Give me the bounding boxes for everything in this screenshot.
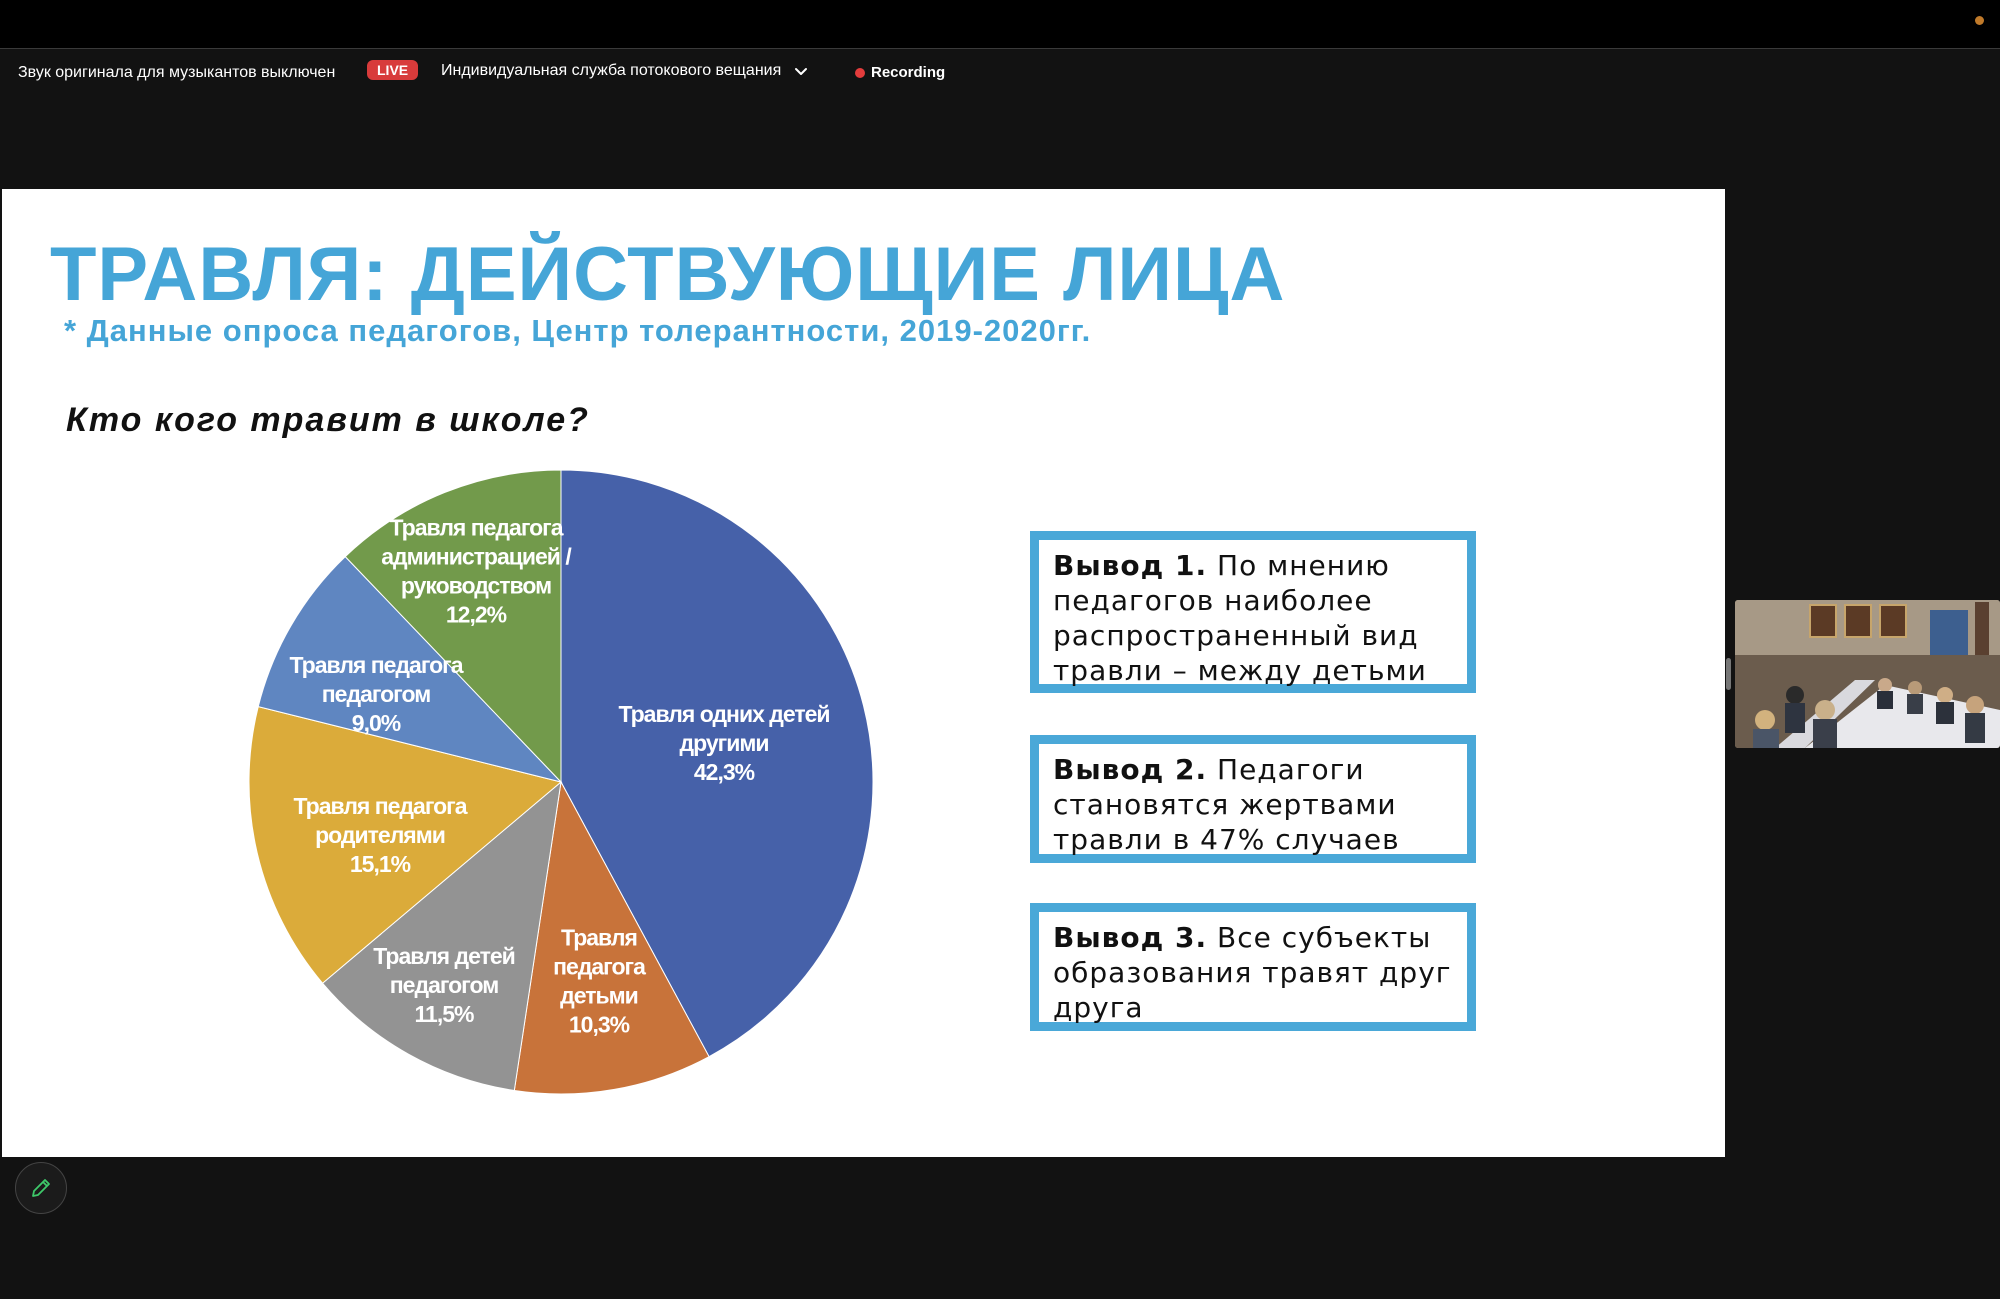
- video-frame-image: [1735, 600, 2000, 748]
- video-panel-drag-handle[interactable]: [1726, 658, 1731, 690]
- pie-slice-category: другими: [679, 730, 769, 756]
- conclusion-text: Все субъекты образования травят друг друга: [1053, 921, 1452, 1024]
- status-dot: [1975, 16, 1984, 25]
- pie-slice-category: педагогом: [321, 681, 431, 707]
- pencil-icon: [29, 1176, 53, 1200]
- conclusion-heading: Вывод 1.: [1053, 549, 1208, 582]
- shared-slide: [2, 189, 1725, 1157]
- pie-slice-category: Травля педагога: [289, 652, 463, 678]
- pie-slice-value: 42,3%: [693, 759, 755, 785]
- annotate-button[interactable]: [15, 1162, 67, 1214]
- stream-service-label: Индивидуальная служба потокового вещания: [441, 62, 782, 79]
- pie-slice-category: администрацией /: [381, 543, 571, 570]
- meeting-toolbar: [0, 49, 1000, 97]
- live-badge[interactable]: LIVE: [367, 60, 418, 80]
- conclusion-text: Педагоги становятся жертвами травли в 47% случаев: [1053, 753, 1400, 856]
- pie-slice-value: 12,2%: [445, 601, 507, 628]
- pie-slice-category: детьми: [560, 982, 638, 1009]
- recording-label: Recording: [871, 64, 946, 81]
- chevron-down-icon[interactable]: [793, 63, 809, 79]
- conclusion-heading: Вывод 2.: [1053, 753, 1208, 786]
- system-top-bar: [0, 0, 2000, 49]
- pie-slice-category: педагогом: [389, 972, 499, 998]
- original-sound-status[interactable]: Звук оригинала для музыкантов выключен: [18, 64, 336, 81]
- pie-slice-category: руководством: [400, 572, 552, 599]
- slide-subtitle: * Данные опроса педагогов, Центр толерантности, 2019-2020гг.: [64, 313, 1092, 348]
- pie-slice-category: Травля: [561, 924, 637, 951]
- recording-indicator[interactable]: [855, 64, 945, 81]
- pie-slice-value: 15,1%: [349, 851, 411, 877]
- pie-slice-category: родителями: [315, 822, 445, 848]
- pie-slice-category: Травля одних детей: [618, 701, 830, 727]
- pie-slice-value: 11,5%: [414, 1001, 474, 1027]
- stream-service-dropdown[interactable]: [441, 56, 809, 86]
- conclusion-box-1: [1030, 531, 1476, 693]
- conclusion-text: По мнению педагогов наиболее распространенный вид травли – между детьми: [1053, 549, 1427, 687]
- pie-slice-value: 9,0%: [351, 710, 401, 736]
- conclusion-heading: Вывод 3.: [1053, 921, 1208, 954]
- pie-slice-category: педагога: [553, 953, 645, 980]
- pie-slice-category: Травля педагога: [293, 793, 467, 819]
- pie-slice-value: 10,3%: [568, 1011, 630, 1038]
- participant-video-thumbnail[interactable]: [1735, 600, 2000, 748]
- slide-question: Кто кого травит в школе?: [66, 401, 590, 439]
- pie-slice-category: Травля детей: [373, 943, 515, 969]
- slide-title: ТРАВЛЯ: ДЕЙСТВУЮЩИЕ ЛИЦА: [50, 232, 1286, 317]
- conclusion-box-3: [1030, 903, 1476, 1031]
- conclusion-box-2: [1030, 735, 1476, 863]
- recording-dot-icon: [855, 68, 865, 78]
- pie-slice-category: Травля педагога: [389, 514, 563, 541]
